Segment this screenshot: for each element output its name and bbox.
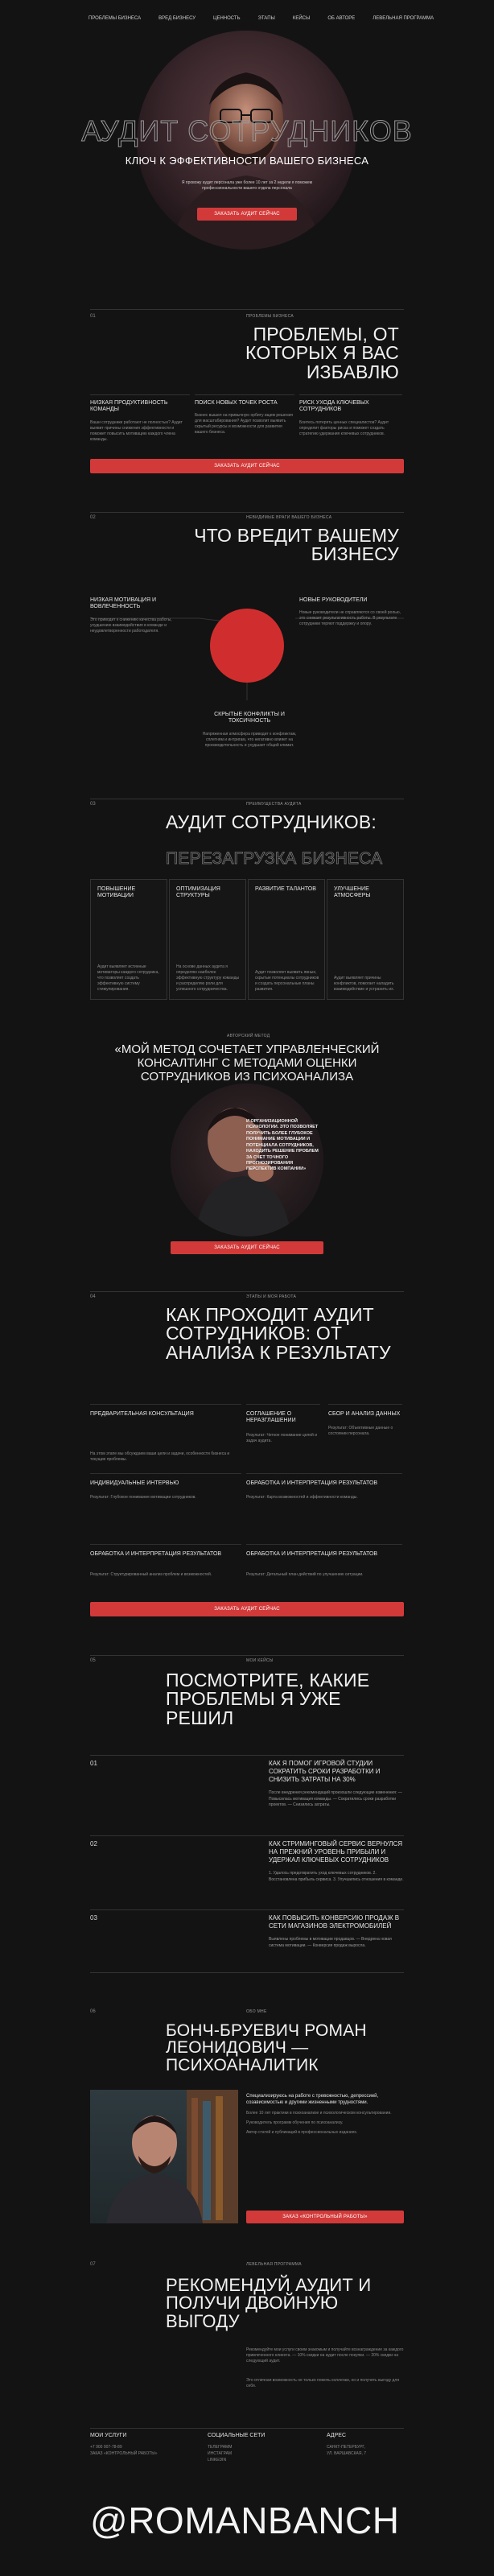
footer-phone[interactable]: +7 900 007-78-89 bbox=[90, 2445, 122, 2450]
stage-step-title: ОБРАБОТКА И ИНТЕРПРЕТАЦИЯ РЕЗУЛЬТАТОВ bbox=[90, 1551, 222, 1557]
stages-title: КАК ПРОХОДИТ АУДИТ СОТРУДНИКОВ: ОТ АНАЛИЗА К РЕЗУЛЬТАТУ bbox=[166, 1304, 391, 1363]
stage-step-title: ОБРАБОТКА И ИНТЕРПРЕТАЦИЯ РЕЗУЛЬТАТОВ bbox=[246, 1551, 378, 1557]
case-list: 1. Удалось предотвратить уход ключевых сотрудников. 2. Восстановлена прибыль сервиса. 3. Улучшились отношения в команде. bbox=[269, 1871, 404, 1882]
nav-item[interactable]: ВРЕД БИЗНЕСУ bbox=[158, 16, 196, 21]
nav-item[interactable]: КЕЙСЫ bbox=[292, 16, 311, 21]
program-text-2: Это отличная возможность не только помочь коллегам, но и получить выгоду для себя. bbox=[246, 2378, 400, 2388]
stage-step bbox=[328, 1404, 402, 1437]
problems-title: ПРОБЛЕМЫ, ОТ КОТОРЫХ Я ВАС ИЗБАВЛЮ bbox=[245, 324, 399, 382]
harm-item-text: Это приводит к снижению качества работы, ухудшению взаимодействия в команде и неудовлетворенности работодателя. bbox=[90, 617, 172, 634]
stage-step-text: Результат: Четкое понимание целей и задач аудита. bbox=[246, 1432, 318, 1443]
value-card-title: ПОВЫШЕНИЕ МОТИВАЦИИ bbox=[97, 886, 136, 899]
value-card-text: На основе данных аудита я определяю наиболее эффективную структуру команды и распределяю роли для успешного сотрудничества. bbox=[176, 964, 240, 992]
value-card bbox=[327, 879, 404, 1000]
program-title: РЕКОМЕНДУЙ АУДИТ И ПОЛУЧИ ДВОЙНУЮ ВЫГОДУ bbox=[166, 2275, 372, 2331]
top-nav bbox=[89, 16, 434, 21]
harm-item-title: НИЗКАЯ МОТИВАЦИЯ И ВОВЛЕЧЕННОСТЬ bbox=[90, 597, 156, 610]
case-title: КАК СТРИМИНГОВЫЙ СЕРВИС ВЕРНУЛСЯ НА ПРЕЖНИЙ УРОВЕНЬ ПРИБЫЛИ И УДЕРЖАЛ КЛЮЧЕВЫХ СОТРУДНИКОВ bbox=[269, 1840, 402, 1864]
problem-card-title: ПОИСК НОВЫХ ТОЧЕК РОСТА bbox=[195, 400, 278, 406]
stage-step-text: На этом этапе мы обсуждаем ваши цели и задачи, особенности бизнеса и текущие проблемы. bbox=[90, 1451, 230, 1463]
stage-step-title: СБОР И АНАЛИЗ ДАННЫХ bbox=[328, 1411, 401, 1417]
footer-link[interactable]: ЗАКАЗ «КОНТРОЛЬНЫЙ РАБОТЫ» bbox=[90, 2451, 158, 2456]
problem-card bbox=[299, 394, 402, 437]
value-card bbox=[248, 879, 325, 1000]
problem-card-title: РИСК УХОДА КЛЮЧЕВЫХ СОТРУДНИКОВ bbox=[299, 400, 369, 413]
nav-item[interactable]: ОБ АВТОРЕ bbox=[327, 16, 356, 21]
problem-card-text: Бизнес вышел на привычную орбиту ищем решения для масштабирования? Аудит позволит выявить скрытый ресурсы и возможности для развития вашего бизнеса. bbox=[195, 413, 293, 436]
section-number: 05 bbox=[90, 1658, 96, 1663]
stage-step bbox=[90, 1473, 241, 1501]
footer-social-title: СОЦИАЛЬНЫЕ СЕТИ bbox=[208, 2433, 266, 2438]
divider bbox=[90, 512, 404, 513]
section-tag: АВТОРСКИЙ МЕТОД bbox=[227, 1034, 270, 1038]
hero-subtitle: КЛЮЧ К ЭФФЕКТИВНОСТИ ВАШЕГО БИЗНЕСА bbox=[125, 155, 369, 167]
harm-item bbox=[90, 597, 187, 634]
stage-step-title: ИНДИВИДУАЛЬНЫЕ ИНТЕРВЬЮ bbox=[90, 1480, 179, 1486]
divider bbox=[90, 1835, 404, 1836]
harm-center-circle bbox=[210, 609, 284, 683]
hero-cta-button[interactable]: ЗАКАЗАТЬ АУДИТ СЕЙЧАС bbox=[197, 208, 297, 221]
divider bbox=[90, 1909, 404, 1910]
problem-card-text: Боитесь потерять ценных специалистов? Аудит определит факторы риска и поможет создать стратегию удержания ключевых сотрудников. bbox=[299, 419, 389, 436]
method-quote: «МОЙ МЕТОД СОЧЕТАЕТ УПРАВЛЕНЧЕСКИЙ КОНСАЛТИНГ С МЕТОДАМИ ОЦЕНКИ СОТРУДНИКОВ ИЗ ПСИХОАНАЛИЗА bbox=[114, 1042, 380, 1084]
method-text: И ОРГАНИЗАЦИОННОЙ ПСИХОЛОГИИ. ЭТО ПОЗВОЛЯЕТ ПОЛУЧИТЬ БОЛЕЕ ГЛУБОКОЕ ПОНИМАНИЕ МОТИВАЦИИ И ПОТЕНЦИАЛА СОТРУДНИКОВ, НАХОДИТЬ РЕШЕНИЕ ПРОБЛЕМ ЗА СЧЕТ ТОЧНОГО ПРОГНОЗИРОВАНИЯ ПЕРСПЕКТИВ КОМПАНИИ» bbox=[246, 1119, 319, 1172]
value-title: АУДИТ СОТРУДНИКОВ: bbox=[166, 811, 377, 832]
nav-item[interactable]: ЭТАПЫ bbox=[257, 16, 275, 21]
stage-step bbox=[90, 1404, 241, 1463]
section-number: 03 bbox=[90, 802, 96, 807]
value-card-text: Аудит выявляет истинные мотиваторы каждого сотрудника, что позволяет создать эффективную систему стимулирования. bbox=[97, 964, 159, 992]
author-fact: Руководитель программ обучения по психоанализу. bbox=[246, 2120, 344, 2125]
case-list: Выявлены проблемы в мотивации продавцов. — Внедрена новая система мотивации. — Конверсия продаж выросла. bbox=[269, 1937, 392, 1948]
section-number: 06 bbox=[90, 2009, 96, 2014]
stage-step-title: ОБРАБОТКА И ИНТЕРПРЕТАЦИЯ РЕЗУЛЬТАТОВ bbox=[246, 1480, 378, 1486]
problem-card-text: Ваши сотрудники работают не полностью? Аудит выявит причины снижения эффективности и поможет повысить мотивацию каждого члена команды. bbox=[90, 419, 183, 442]
value-card-title: УЛУЧШЕНИЕ АТМОСФЕРЫ bbox=[334, 886, 371, 899]
footer-linkedin-link[interactable]: LINKEDIN bbox=[208, 2458, 227, 2462]
hero-description: Я провожу аудит персонала уже более 10 лет за 2 недели я поможем профессиональности вашего отдела персонала bbox=[181, 180, 313, 191]
value-card-title: РАЗВИТИЕ ТАЛАНТОВ bbox=[255, 886, 316, 892]
problem-card bbox=[195, 394, 294, 436]
section-number: 01 bbox=[90, 314, 96, 319]
section-tag: ПРОБЛЕМЫ БИЗНЕСА bbox=[246, 314, 294, 319]
stage-step bbox=[246, 1544, 402, 1578]
footer-address bbox=[327, 2444, 366, 2457]
divider bbox=[90, 1291, 404, 1292]
footer-address-line: УЛ. ВАРШАВСКАЯ, 7 bbox=[327, 2451, 367, 2456]
divider bbox=[90, 1972, 404, 1973]
footer-address-line: САНКТ-ПЕТЕРБУРГ, bbox=[327, 2445, 365, 2450]
stage-step-text: Результат: Глубокое понимание мотивации сотрудников. bbox=[90, 1495, 196, 1501]
stage-step-text: Результат: Карта возможностей и эффективности команды. bbox=[246, 1495, 358, 1501]
harm-title: ЧТО ВРЕДИТ ВАШЕМУ БИЗНЕСУ bbox=[194, 525, 399, 565]
value-card bbox=[90, 879, 167, 1000]
section-tag: ПРЕИМУЩЕСТВА АУДИТА bbox=[246, 802, 302, 807]
divider bbox=[90, 309, 404, 310]
section-tag: НЕВИДИМЫЕ ВРАГИ ВАШЕГО БИЗНЕСА bbox=[246, 515, 332, 520]
case-number: 01 bbox=[90, 1760, 97, 1767]
section-tag: ЛЕВЕЛЬНАЯ ПРОГРАММА bbox=[246, 2262, 302, 2267]
stage-step-text: Результат: Структурированный анализ проблем и возможностей. bbox=[90, 1572, 212, 1578]
author-title: БОНЧ-БРУЕВИЧ РОМАН ЛЕОНИДОВИЧ — ПСИХОАНАЛИТИК bbox=[166, 2021, 367, 2074]
footer-instagram-link[interactable]: ИНСТАГРАМ bbox=[208, 2451, 233, 2456]
section-tag: ОБО МНЕ bbox=[246, 2009, 267, 2014]
nav-item[interactable]: ЛЕВЕЛЬНАЯ ПРОГРАММА bbox=[373, 16, 434, 21]
case-number: 02 bbox=[90, 1840, 97, 1847]
problem-card bbox=[90, 394, 190, 443]
footer-address-title: АДРЕС bbox=[327, 2433, 347, 2438]
section-number: 04 bbox=[90, 1294, 96, 1299]
hero-title: АУДИТ СОТРУДНИКОВ bbox=[81, 114, 413, 147]
problem-card-title: НИЗКАЯ ПРОДУКТИВНОСТЬ КОМАНДЫ bbox=[90, 400, 168, 413]
author-photo bbox=[90, 2090, 238, 2223]
case-item[interactable] bbox=[269, 1914, 405, 1949]
section-number: 02 bbox=[90, 515, 96, 520]
author-cta-button[interactable]: ЗАКАЗ «КОНТРОЛЬНЫЙ РАБОТЫ» bbox=[246, 2211, 404, 2223]
case-number: 03 bbox=[90, 1914, 97, 1922]
harm-item-title: НОВЫЕ РУКОВОДИТЕЛИ bbox=[299, 597, 368, 603]
author-fact: Более 10 лет практики в психоанализе и психологическом консультировании. bbox=[246, 2111, 392, 2116]
footer-services bbox=[90, 2444, 179, 2457]
case-title: КАК Я ПОМОГ ИГРОВОЙ СТУДИИ СОКРАТИТЬ СРОКИ РАЗРАБОТКИ И СНИЗИТЬ ЗАТРАТЫ НА 30% bbox=[269, 1760, 381, 1783]
author-fact: Специализируюсь на работе с тревожностью, депрессией, созависимостью и другими жизненными трудностями. bbox=[246, 2094, 379, 2106]
problems-cta-button[interactable]: ЗАКАЗАТЬ АУДИТ СЕЙЧАС bbox=[90, 459, 404, 473]
section-number: 07 bbox=[90, 2262, 96, 2267]
case-list: После внедрения рекомендаций произошли следующие изменения: — Повысилась мотивация команды. — Сократились сроки разработки проектов. — Снизились затраты. bbox=[269, 1790, 402, 1807]
cases-title: ПОСМОТРИТЕ, КАКИЕ ПРОБЛЕМЫ Я УЖЕ РЕШИЛ bbox=[166, 1670, 370, 1728]
value-card-title: ОПТИМИЗАЦИЯ СТРУКТУРЫ bbox=[176, 886, 220, 899]
value-card-text: Аудит выявляет причины конфликтов, помогает наладить взаимодействие и устранить их. bbox=[334, 976, 394, 992]
value-card bbox=[169, 879, 246, 1000]
value-outline-title: ПЕРЕЗАГРУЗКА БИЗНЕСА bbox=[166, 849, 383, 868]
divider bbox=[90, 1755, 404, 1756]
harm-item bbox=[299, 597, 402, 627]
stage-step-text: Результат: Объективные данные о состоянии персонала. bbox=[328, 1426, 393, 1437]
section-tag: МОИ КЕЙСЫ bbox=[246, 1658, 274, 1663]
footer-telegram-link[interactable]: ТЕЛЕГРАММ bbox=[208, 2445, 233, 2450]
footer-handle[interactable]: @ROMANBANCH bbox=[90, 2500, 400, 2541]
program-text: Рекомендуйте мои услуги своим знакомым и получайте вознаграждение за каждого привлеченного клиента. — 10% скидки на аудит после покупки. — 20% скидки на следующий аудит. bbox=[246, 2347, 404, 2363]
harm-item-title: СКРЫТЫЕ КОНФЛИКТЫ И ТОКСИЧНОСТЬ bbox=[214, 712, 285, 724]
method-cta-button[interactable]: ЗАКАЗАТЬ АУДИТ СЕЙЧАС bbox=[171, 1241, 323, 1254]
harm-item bbox=[201, 712, 298, 749]
case-item[interactable] bbox=[269, 1760, 405, 1809]
footer-services-title: МОИ УСЛУГИ bbox=[90, 2433, 127, 2438]
stage-step-title: ПРЕДВАРИТЕЛЬНАЯ КОНСУЛЬТАЦИЯ bbox=[90, 1411, 194, 1417]
author-facts bbox=[246, 2093, 405, 2135]
value-card-text: Аудит позволяет выявить явные, скрытые потенциалы сотрудников и создать персональные планы развития. bbox=[255, 970, 319, 992]
stages-cta-button[interactable]: ЗАКАЗАТЬ АУДИТ СЕЙЧАС bbox=[90, 1602, 404, 1616]
nav-item[interactable]: ПРОБЛЕМЫ БИЗНЕСА bbox=[89, 16, 142, 21]
section-tag: ЭТАПЫ И МОЯ РАБОТА bbox=[246, 1294, 297, 1299]
stage-step-title: СОГЛАШЕНИЕ О НЕРАЗГЛАШЕНИИ bbox=[246, 1411, 296, 1424]
harm-item-text: Напряженная атмосфера приводит к конфликтам, сплетням и интригам, что негативно влияет на производительность и ухудшает общий климат. bbox=[202, 731, 297, 748]
case-title: КАК ПОВЫСИТЬ КОНВЕРСИЮ ПРОДАЖ В СЕТИ МАГАЗИНОВ ЭЛЕКТРОМОБИЛЕЙ bbox=[269, 1914, 400, 1930]
author-fact: Автор статей и публикаций в профессиональных изданиях. bbox=[246, 2129, 358, 2135]
divider bbox=[90, 2428, 404, 2429]
footer-social bbox=[208, 2444, 232, 2463]
case-item[interactable] bbox=[269, 1840, 405, 1883]
stage-step bbox=[246, 1404, 320, 1444]
divider bbox=[90, 1655, 404, 1656]
nav-item[interactable]: ЦЕННОСТЬ bbox=[213, 16, 241, 21]
stage-step bbox=[246, 1473, 402, 1501]
stage-step bbox=[90, 1544, 241, 1578]
harm-item-text: Новые руководители не справляются со своей ролью, это снижает результативность работы. В результате сотрудники теряют поддержку и опору. bbox=[299, 610, 401, 627]
stage-step-text: Результат: Детальный план действий по улучшению ситуации. bbox=[246, 1572, 364, 1578]
